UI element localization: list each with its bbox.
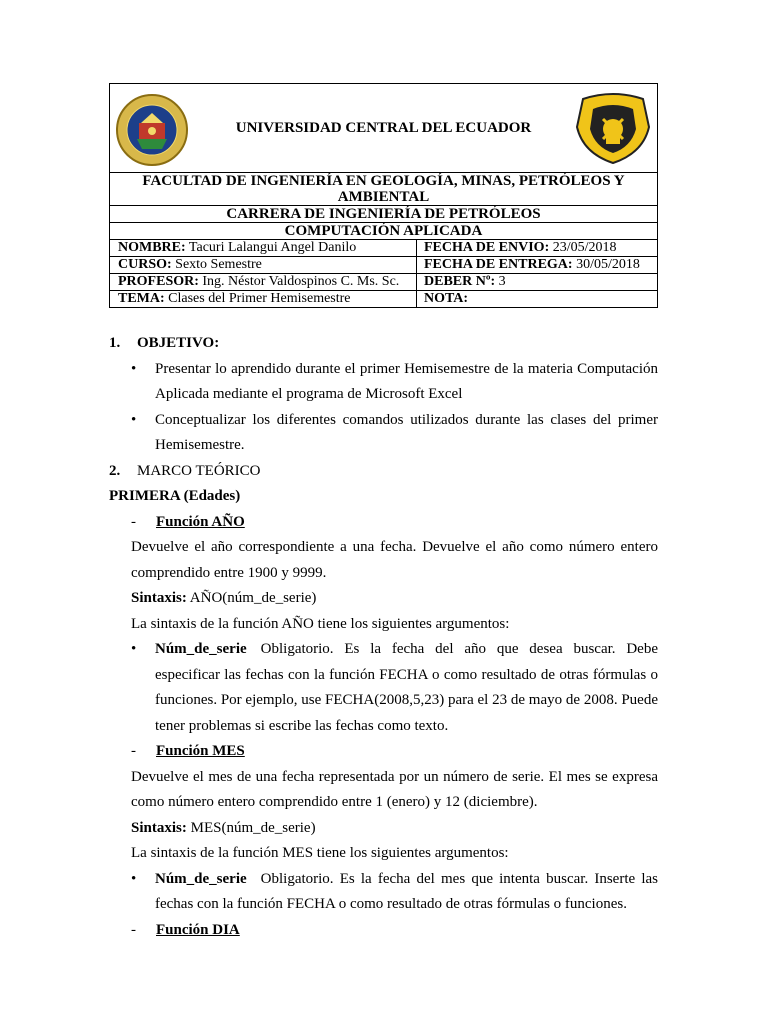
- function-args-intro: La sintaxis de la función MES tiene los siguientes argumentos:: [131, 845, 509, 861]
- function-args-intro: La sintaxis de la función AÑO tiene los siguientes argumentos:: [131, 615, 510, 632]
- name-label: NOMBRE:: [118, 240, 186, 255]
- subsection-heading: PRIMERA (Edades): [109, 488, 241, 504]
- professor-label: PROFESOR:: [118, 274, 199, 289]
- homework-number-label: DEBER Nº:: [424, 274, 496, 289]
- section-heading-objective: 1. OBJETIVO:: [109, 335, 220, 351]
- career-row: CARRERA DE INGENIERÍA DE PETRÓLEOS: [110, 206, 657, 223]
- faculty-shield-logo: [573, 91, 653, 165]
- grade-label: NOTA:: [424, 291, 469, 306]
- info-row-professor: [110, 274, 657, 291]
- delivery-date-value: 30/05/2018: [572, 257, 640, 272]
- argument-bullet: • Núm_de_serie Obligatorio. Es la fecha del mes que intenta buscar. Inserte las fechas con la función FECHA o como resultado de otras fórmulas o funciones.: [109, 867, 658, 918]
- course-label: CURSO:: [118, 257, 172, 272]
- topic-label: TEMA:: [118, 291, 165, 306]
- objective-bullet: • Presentar lo aprendido durante el primer Hemisemestre de la materia Computación Aplicada mediante el programa de Microsoft Excel: [109, 357, 658, 408]
- bullet-icon: •: [131, 411, 137, 428]
- function-heading-year: - Función AÑO: [131, 513, 245, 530]
- function-syntax: Sintaxis: AÑO(núm_de_serie): [131, 590, 317, 606]
- name-value: Tacuri Lalangui Angel Danilo: [185, 240, 357, 255]
- function-heading-month: - Función MES: [131, 743, 245, 759]
- send-date-value: 23/05/2018: [549, 240, 617, 255]
- document-body: [109, 331, 658, 943]
- professor-value: Ing. Néstor Valdospinos C. Ms. Sc.: [198, 274, 400, 289]
- info-row-topic: [110, 291, 657, 307]
- bullet-icon: •: [131, 641, 137, 657]
- course-value: Sexto Semestre: [171, 257, 262, 272]
- send-date-label: FECHA DE ENVIO:: [424, 240, 550, 255]
- bullet-icon: •: [131, 360, 137, 377]
- university-name: UNIVERSIDAD CENTRAL DEL ECUADOR: [235, 120, 532, 136]
- function-description: Devuelve el mes de una fecha representada por un número de serie. El mes se expresa como número entero comprendido entre 1 (enero) y 12 (diciembre).: [131, 768, 658, 810]
- header-table: [109, 83, 658, 308]
- argument-bullet: • Núm_de_serie Obligatorio. Es la fecha del año que desea buscar. Debe especificar las fechas con la función FECHA o como resultado de otras fórmulas o funciones. Por ejemplo, use FECHA(2008,5,23) para el 23 de mayo de 2008. Puede tener problemas si escribe las fechas como texto.: [109, 637, 658, 739]
- delivery-date-label: FECHA DE ENTREGA:: [424, 257, 573, 272]
- course-row: COMPUTACIÓN APLICADA: [110, 223, 657, 240]
- objective-bullet: • Conceptualizar los diferentes comandos utilizados durante las clases del primer Hemisemestre.: [109, 408, 658, 459]
- faculty-row: FACULTAD DE INGENIERÍA EN GEOLOGÍA, MINAS, PETRÓLEOS Y AMBIENTAL: [110, 173, 657, 206]
- function-heading-day: - Función DIA: [131, 921, 240, 938]
- topic-value: Clases del Primer Hemisemestre: [164, 291, 351, 306]
- info-row-name: [110, 240, 657, 257]
- function-description: Devuelve el año correspondiente a una fecha. Devuelve el año como número entero comprendido entre 1900 y 9999.: [131, 539, 658, 581]
- homework-number-value: 3: [495, 274, 506, 289]
- function-syntax: Sintaxis: MES(núm_de_serie): [131, 819, 316, 836]
- section-heading-framework: 2. MARCO TEÓRICO: [109, 462, 261, 479]
- info-row-course: [110, 257, 657, 274]
- header-title-row: [110, 84, 657, 173]
- bullet-icon: •: [131, 870, 137, 887]
